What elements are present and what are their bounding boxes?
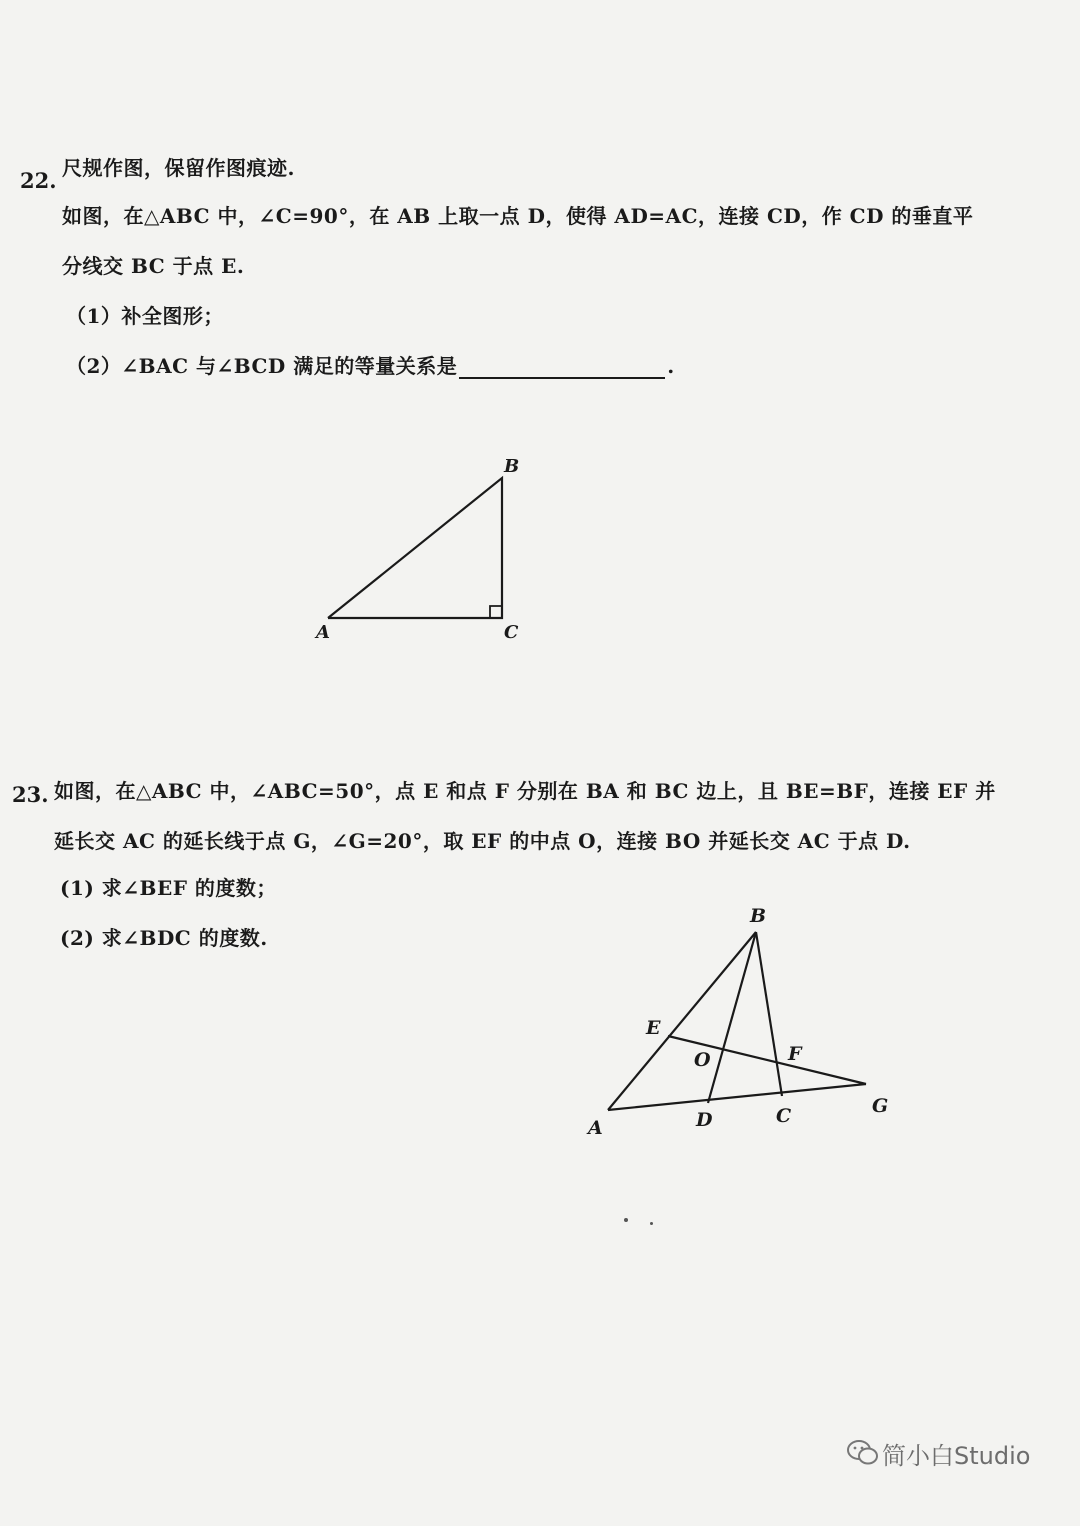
q22-body-line2: 分线交 BC 于点 E.	[62, 254, 245, 278]
answer-blank	[459, 357, 665, 379]
q23-label-B: B	[750, 905, 767, 927]
q23-part1: (1) 求∠BEF 的度数；	[60, 876, 277, 900]
q23-label-O: O	[694, 1049, 711, 1071]
q22-number: 22.	[20, 168, 57, 193]
wechat-icon	[846, 1438, 880, 1468]
q22-label-B: B	[504, 456, 520, 477]
q23-figure	[580, 900, 910, 1140]
q23-body-line2: 延长交 AC 的延长线于点 G，∠G=20°，取 EF 的中点 O，连接 BO 并延长交 AC 于点 D.	[54, 829, 911, 853]
q23-label-D: D	[696, 1109, 713, 1131]
q23-label-A: A	[588, 1117, 603, 1139]
q23-part2: (2) 求∠BDC 的度数.	[60, 926, 268, 950]
scan-speck	[624, 1218, 628, 1222]
q22-part2-text: （2）∠BAC 与∠BCD 满足的等量关系是	[66, 354, 458, 378]
q22-label-C: C	[504, 622, 519, 643]
scan-speck	[650, 1222, 653, 1225]
q23-label-G: G	[872, 1095, 889, 1117]
q22-body-line1: 如图，在△ABC 中，∠C=90°，在 AB 上取一点 D，使得 AD=AC，连接 CD，作 CD 的垂直平	[62, 204, 974, 228]
q23-label-C: C	[776, 1105, 792, 1127]
q23-label-F: F	[788, 1043, 802, 1065]
q22-part2-period: .	[667, 354, 675, 378]
q22-part2	[66, 350, 675, 379]
q22-part1: （1）补全图形；	[66, 304, 224, 328]
q22-title: 尺规作图，保留作图痕迹.	[62, 156, 295, 180]
q23-label-E: E	[646, 1017, 661, 1039]
q23-number: 23.	[12, 782, 49, 807]
watermark-text: 简小白Studio	[882, 1442, 1031, 1470]
q22-label-A: A	[316, 622, 330, 643]
q22-figure-triangle	[300, 440, 560, 660]
q23-body-line1: 如图，在△ABC 中，∠ABC=50°，点 E 和点 F 分别在 BA 和 BC 边上，且 BE=BF，连接 EF 并	[54, 779, 996, 803]
